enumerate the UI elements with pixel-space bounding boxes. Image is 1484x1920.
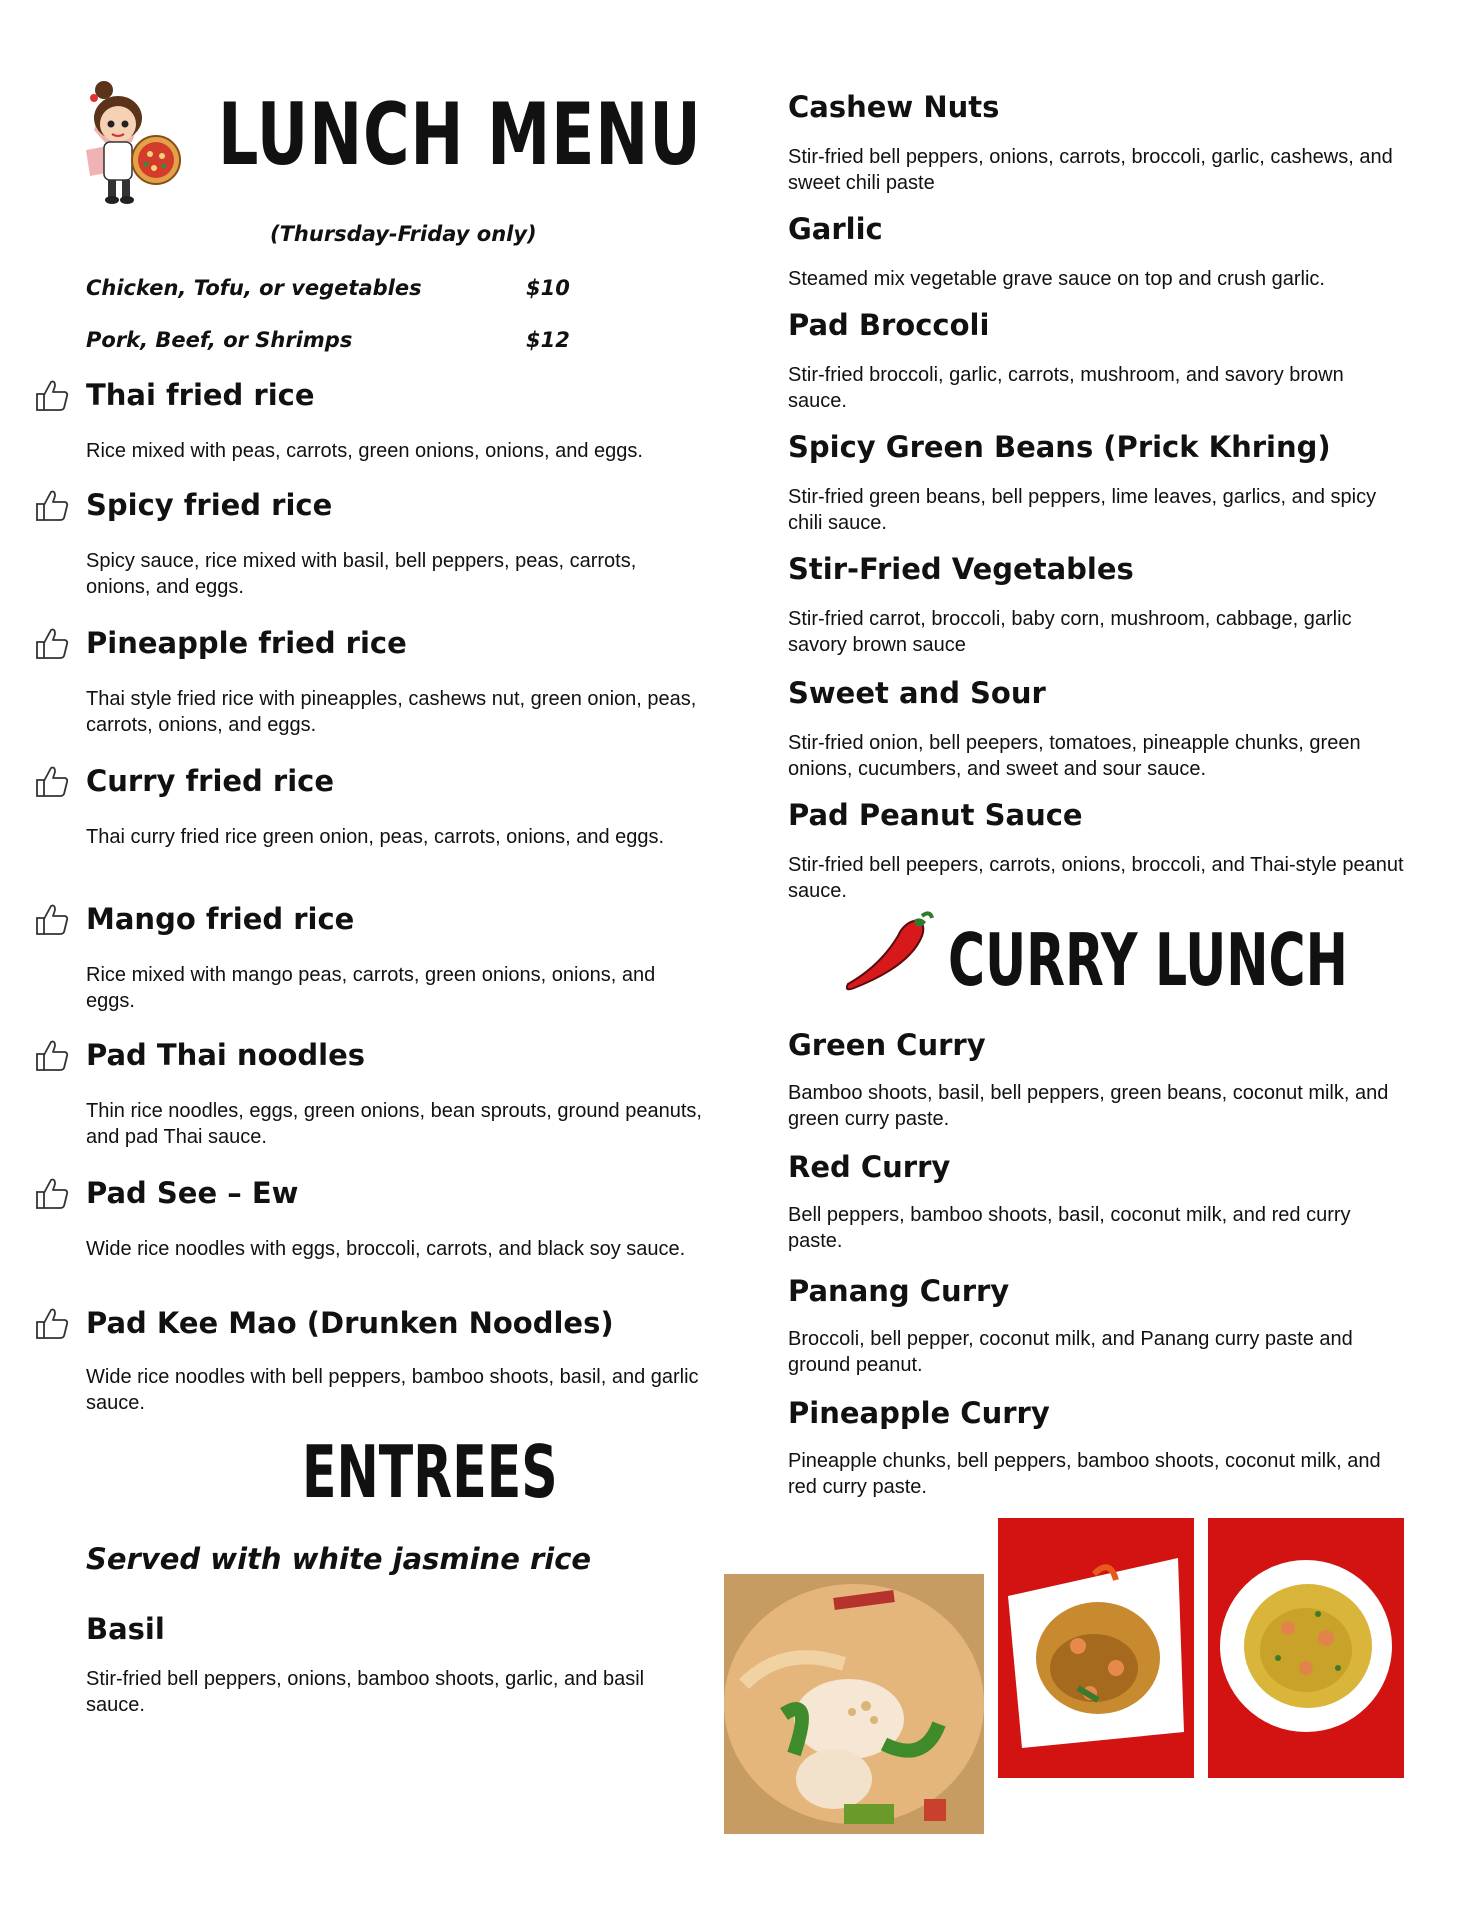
price-label: Pork, Beef, or Shrimps: [86, 328, 353, 352]
curry-item-name: Panang Curry: [788, 1274, 1010, 1308]
entree-item-name: Sweet and Sour: [788, 676, 1046, 710]
menu-item-description: Wide rice noodles with eggs, broccoli, carrots, and black soy sauce.: [86, 1238, 686, 1260]
price-row: [86, 328, 576, 352]
menu-item-description: Spicy sauce, rice mixed with basil, bell peppers, peas, carrots, onions, and eggs.: [86, 550, 637, 598]
menu-item: [86, 902, 706, 1012]
entree-item-description: Stir-fried carrot, broccoli, baby corn, mushroom, cabbage, garlic savory brown sauce: [788, 608, 1352, 656]
menu-item-name: Curry fried rice: [86, 764, 335, 798]
menu-item: [86, 378, 706, 462]
thumbs-up-icon: [34, 764, 70, 800]
menu-item-description: Wide rice noodles with bell peppers, bamboo shoots, basil, and garlic sauce.: [86, 1366, 699, 1414]
thumbs-up-icon: [34, 1038, 70, 1074]
curry-item-description: Bamboo shoots, basil, bell peppers, green beans, coconut milk, and green curry paste.: [788, 1082, 1389, 1130]
entree-item-description: Stir-fried bell peppers, onions, carrots, broccoli, garlic, cashews, and sweet chili paste: [788, 146, 1393, 194]
menu-item-name: Pad Kee Mao (Drunken Noodles): [86, 1306, 614, 1340]
entrees-heading: ENTREES: [302, 1430, 558, 1514]
curry-item-name: Red Curry: [788, 1150, 951, 1184]
entree-item-description: Stir-fried broccoli, garlic, carrots, mushroom, and savory brown sauce.: [788, 364, 1344, 412]
price-value: $12: [526, 328, 570, 352]
menu-item-description: Thai style fried rice with pineapples, cashews nut, green onion, peas, carrots, onions, and eggs.: [86, 688, 697, 736]
thumbs-up-icon: [34, 1306, 70, 1342]
curry-heading: CURRY LUNCH: [948, 918, 1348, 1002]
thumbs-up-icon: [34, 488, 70, 524]
menu-item: [86, 1038, 706, 1148]
entree-item-name: Stir-Fried Vegetables: [788, 552, 1134, 586]
menu-item: [86, 1176, 706, 1260]
thumbs-up-icon: [34, 902, 70, 938]
curry-item-description: Pineapple chunks, bell peppers, bamboo shoots, coconut milk, and red curry paste.: [788, 1450, 1381, 1498]
entree-item-name: Basil: [86, 1612, 165, 1646]
menu-item-name: Pad Thai noodles: [86, 1038, 366, 1072]
thumbs-up-icon: [34, 378, 70, 414]
entree-item: [788, 430, 1408, 534]
menu-item: [86, 1306, 706, 1414]
entree-item: [788, 552, 1408, 656]
curry-dish-photo: [724, 1574, 984, 1834]
price-row: [86, 276, 576, 300]
fried-rice-photo: [1208, 1518, 1404, 1778]
entree-item-description: Stir-fried bell peppers, onions, bamboo shoots, garlic, and basil sauce.: [86, 1668, 645, 1716]
entree-item-description: Stir-fried onion, bell peepers, tomatoes, pineapple chunks, green onions, cucumbers, and sweet and sour sauce.: [788, 732, 1361, 780]
chili-pepper-icon: [840, 906, 936, 996]
chef-illustration: [82, 80, 192, 208]
menu-item-description: Thai curry fried rice green onion, peas, carrots, onions, and eggs.: [86, 826, 665, 848]
curry-item: [788, 1274, 1408, 1376]
curry-item: [788, 1028, 1408, 1130]
curry-item-name: Green Curry: [788, 1028, 986, 1062]
curry-item-description: Bell peppers, bamboo shoots, basil, coconut milk, and red curry paste.: [788, 1204, 1351, 1252]
curry-item: [788, 1150, 1408, 1252]
thumbs-up-icon: [34, 1176, 70, 1212]
menu-item-name: Spicy fried rice: [86, 488, 333, 522]
entree-item-name: Pad Peanut Sauce: [788, 798, 1083, 832]
menu-item-name: Thai fried rice: [86, 378, 315, 412]
menu-item-name: Mango fried rice: [86, 902, 355, 936]
menu-item: [86, 488, 706, 598]
entree-item: [788, 308, 1408, 412]
entree-item: [86, 1612, 706, 1716]
entree-item-description: Stir-fried bell peepers, carrots, onions, broccoli, and Thai-style peanut sauce.: [788, 854, 1404, 902]
entree-item-name: Garlic: [788, 212, 883, 246]
availability-note: (Thursday-Friday only): [270, 222, 537, 246]
curry-item-name: Pineapple Curry: [788, 1396, 1050, 1430]
menu-item-description: Rice mixed with mango peas, carrots, green onions, onions, and eggs.: [86, 964, 656, 1012]
price-label: Chicken, Tofu, or vegetables: [86, 276, 422, 300]
entree-item: [788, 90, 1408, 194]
menu-item-name: Pad See – Ew: [86, 1176, 299, 1210]
curry-item-description: Broccoli, bell pepper, coconut milk, and Panang curry paste and ground peanut.: [788, 1328, 1353, 1376]
entree-item: [788, 212, 1408, 290]
menu-item-name: Pineapple fried rice: [86, 626, 407, 660]
noodle-dish-photo: [998, 1518, 1194, 1778]
page-title: LUNCH MENU: [218, 85, 702, 185]
entree-item-name: Cashew Nuts: [788, 90, 1000, 124]
entree-item-description: Stir-fried green beans, bell peppers, lime leaves, garlics, and spicy chili sauce.: [788, 486, 1377, 534]
entree-item: [788, 676, 1408, 780]
entree-item-description: Steamed mix vegetable grave sauce on top and crush garlic.: [788, 268, 1325, 290]
curry-item: [788, 1396, 1408, 1498]
entree-item-name: Spicy Green Beans (Prick Khring): [788, 430, 1331, 464]
menu-item: [86, 626, 706, 736]
menu-item: [86, 764, 706, 848]
entrees-subtitle: Served with white jasmine rice: [86, 1542, 592, 1576]
price-value: $10: [526, 276, 570, 300]
thumbs-up-icon: [34, 626, 70, 662]
menu-item-description: Rice mixed with peas, carrots, green onions, onions, and eggs.: [86, 440, 643, 462]
entree-item: [788, 798, 1408, 902]
entree-item-name: Pad Broccoli: [788, 308, 990, 342]
menu-item-description: Thin rice noodles, eggs, green onions, bean sprouts, ground peanuts, and pad Thai sauce.: [86, 1100, 702, 1148]
